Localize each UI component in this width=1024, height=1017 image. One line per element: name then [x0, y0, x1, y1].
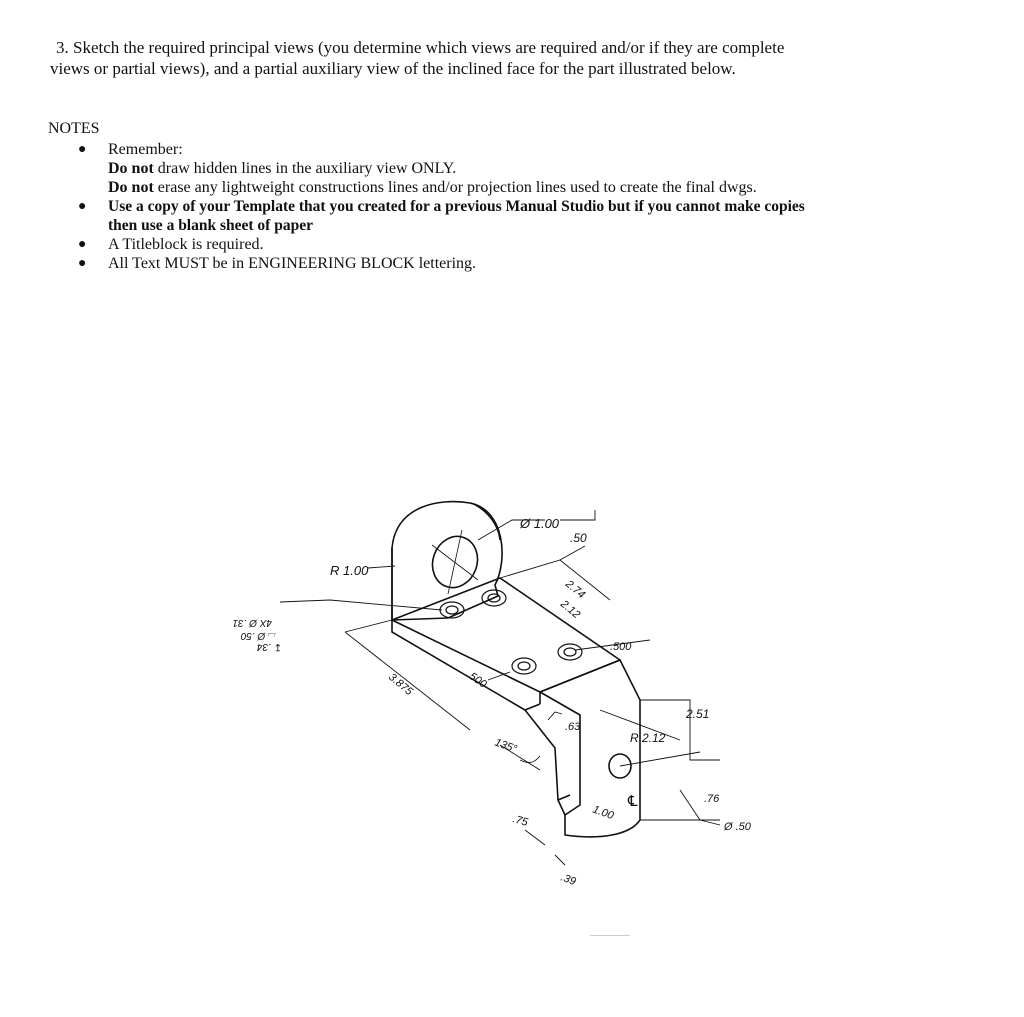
question-text — [50, 37, 950, 79]
dim-angle: 135° — [492, 736, 519, 756]
question-line-2: views or partial views), and a partial auxiliary view of the inclined face for the part illustrated below. — [50, 59, 736, 78]
lettering-text: All Text MUST be in ENGINEERING BLOCK lettering. — [108, 255, 477, 272]
isometric-part-drawing — [200, 495, 800, 925]
dimension-labels — [233, 516, 752, 888]
scan-artifact-line — [590, 935, 630, 936]
remember-line-1-rest: draw hidden lines in the auxiliary view ONLY. — [153, 160, 457, 177]
base-plate-top — [392, 578, 620, 692]
notes-item-lettering — [78, 254, 948, 273]
dim-500-b: .500 — [464, 668, 489, 691]
notes-item-template — [78, 197, 948, 235]
bullet-icon: ● — [78, 256, 87, 271]
dim-39: .39 — [558, 871, 578, 889]
dim-len-212: 2.12 — [558, 598, 583, 622]
dim-counterbore-1: 4X Ø .31 — [232, 617, 272, 628]
remember-line-1 — [108, 159, 948, 178]
do-not-bold-2: Do not — [108, 179, 154, 196]
dim-radius-top: R 1.00 — [330, 563, 369, 578]
notes-item-remember — [78, 140, 948, 197]
dim-len-274: 2.74 — [563, 578, 588, 602]
template-line-1: Use a copy of your Template that you created for a previous Manual Studio but if you cannot make copies — [108, 198, 805, 215]
dim-depth: .50 — [570, 531, 587, 545]
dim-75: .75 — [511, 813, 530, 829]
question-line-1 — [50, 37, 950, 58]
dim-63: .63 — [565, 721, 581, 733]
remember-line-2-rest: erase any lightweight constructions lines and/or projection lines used to create the final dwgs. — [153, 179, 757, 196]
template-line-2: then use a blank sheet of paper — [108, 217, 313, 234]
notes-list — [78, 140, 948, 273]
dim-dia-50: Ø .50 — [724, 821, 751, 833]
dim-500-a: .500 — [610, 641, 632, 653]
bullet-icon: ● — [78, 199, 87, 214]
dim-radius-212: R 2.12 — [630, 731, 666, 745]
titleblock-text: A Titleblock is required. — [108, 236, 264, 253]
bullet-icon: ● — [78, 142, 87, 157]
dim-counterbore-3: ↧ .34 — [256, 641, 282, 652]
remember-label: Remember: — [108, 141, 183, 158]
dim-len-3875: 3.875 — [386, 671, 415, 698]
do-not-bold-1: Do not — [108, 160, 154, 177]
dim-centerline: ℄ — [626, 793, 640, 810]
remember-line-2 — [108, 178, 948, 197]
bullet-icon: ● — [78, 237, 87, 252]
question-line-1-text: Sketch the required principal views (you determine which views are required and/or if they are complete — [73, 38, 785, 57]
dim-100: 1.00 — [590, 803, 616, 823]
question-number: 3. — [56, 38, 69, 57]
dim-76: .76 — [704, 793, 720, 805]
notes-item-titleblock — [78, 235, 948, 254]
notes-title: NOTES — [48, 120, 100, 137]
dim-hole-dia: Ø 1.00 — [520, 516, 560, 531]
dim-counterbore-2: ⌴ Ø .50 — [240, 630, 276, 641]
dim-251: 2.51 — [686, 707, 710, 721]
counterbore-holes — [440, 590, 582, 674]
